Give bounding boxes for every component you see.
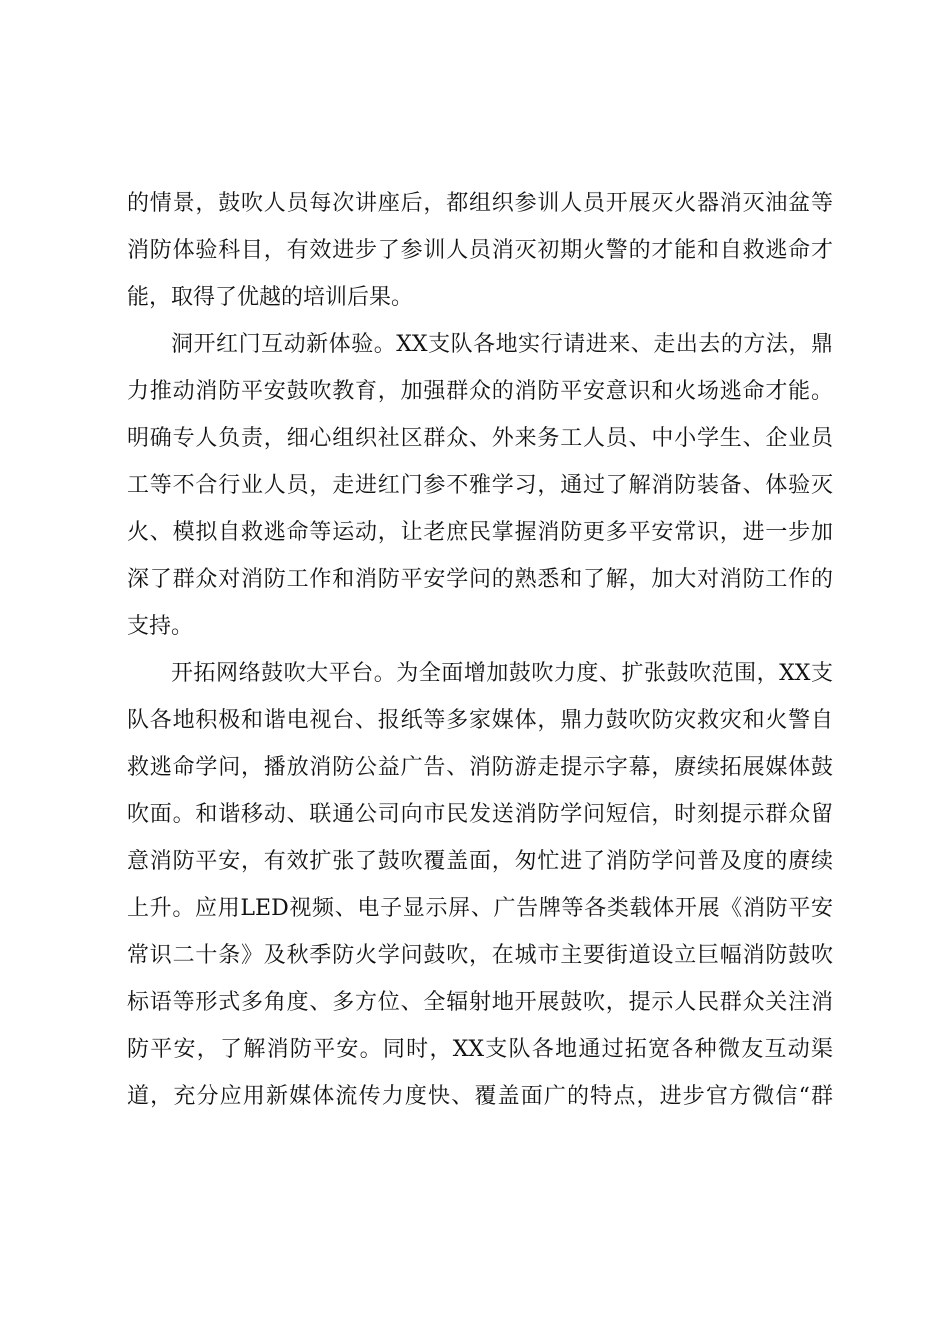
text-line: 工等不合行业人员，走进红门参不雅学习，通过了解消防装备、体验灭 xyxy=(127,473,833,498)
paragraph-network-platform xyxy=(127,650,833,1120)
text-line: 的情景，鼓吹人员每次讲座后，都组织参训人员开展灭火器消灭油盆等 xyxy=(127,191,833,216)
text-line: 深了群众对消防工作和消防平安学问的熟悉和了解，加大对消防工作的 xyxy=(127,567,833,592)
text-line: 开拓网络鼓吹大平台。为全面增加鼓吹力度、扩张鼓吹范围，XX支 xyxy=(171,661,833,686)
paragraph-open-red-doors xyxy=(127,321,833,650)
text-line: 力推动消防平安鼓吹教育，加强群众的消防平安意识和火场逃命才能。 xyxy=(127,379,833,404)
text-line: 洞开红门互动新体验。XX支队各地实行请进来、走出去的方法，鼎 xyxy=(171,332,833,357)
text-line: 标语等形式多角度、多方位、全辐射地开展鼓吹，提示人民群众关注消 xyxy=(127,990,833,1015)
text-line: 意消防平安，有效扩张了鼓吹覆盖面，匆忙进了消防学问普及度的赓续 xyxy=(127,849,833,874)
text-line: 吹面。和谐移动、联通公司向市民发送消防学问短信，时刻提示群众留 xyxy=(127,802,833,827)
text-line: 队各地积极和谐电视台、报纸等多家媒体，鼎力鼓吹防灾救灾和火警自 xyxy=(127,708,833,733)
text-line: 道，充分应用新媒体流传力度快、覆盖面广的特点，进步官方微信“群 xyxy=(127,1084,833,1109)
text-line: 支持。 xyxy=(127,614,194,639)
text-line: 明确专人负责，细心组织社区群众、外来务工人员、中小学生、企业员 xyxy=(127,426,833,451)
text-line: 火、模拟自救逃命等运动，让老庶民掌握消防更多平安常识，进一步加 xyxy=(127,520,833,545)
text-line: 常识二十条》及秋季防火学问鼓吹，在城市主要街道设立巨幅消防鼓吹 xyxy=(127,943,833,968)
text-line: 能，取得了优越的培训后果。 xyxy=(127,285,414,310)
document-body xyxy=(127,180,833,1120)
text-line: 上升。应用LED视频、电子显示屏、广告牌等各类载体开展《消防平安 xyxy=(127,896,833,921)
text-line: 防平安，了解消防平安。同时，XX支队各地通过拓宽各种微友互动渠 xyxy=(127,1037,833,1062)
text-line: 救逃命学问，播放消防公益广告、消防游走提示字幕，赓续拓展媒体鼓 xyxy=(127,755,833,780)
paragraph-training-results xyxy=(127,180,833,321)
text-line: 消防体验科目，有效进步了参训人员消灭初期火警的才能和自救逃命才 xyxy=(127,238,833,263)
